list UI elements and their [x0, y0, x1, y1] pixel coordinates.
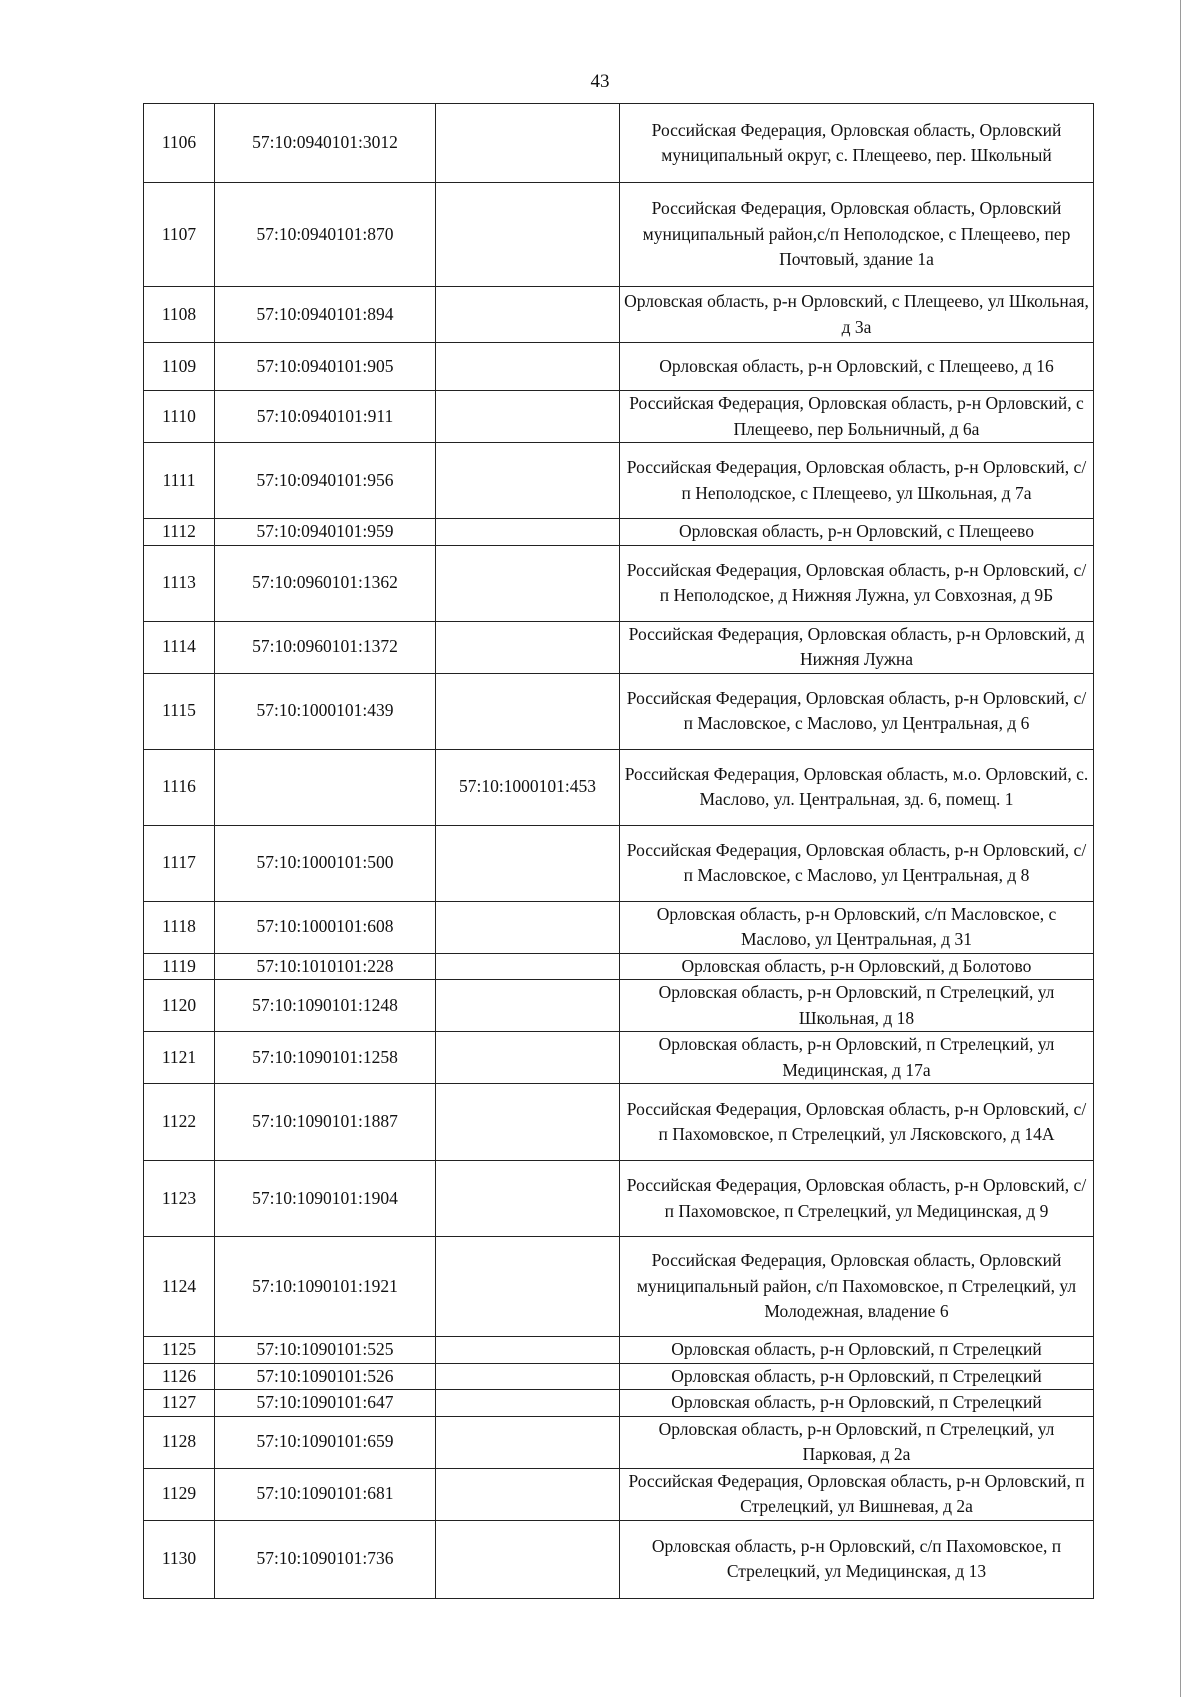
row-number: 1118 [144, 901, 215, 953]
cadastral-number: 57:10:1090101:647 [215, 1390, 436, 1417]
cadastral-number-alt [436, 673, 620, 749]
cadastral-number-alt [436, 825, 620, 901]
address: Орловская область, р-н Орловский, п Стрелецкий [620, 1390, 1094, 1417]
table-row [144, 621, 1094, 673]
cadastral-number: 57:10:0940101:956 [215, 443, 436, 519]
cadastral-number-alt [436, 1390, 620, 1417]
address: Российская Федерация, Орловская область, р-н Орловский, с/п Масловское, с Маслово, ул Центральная, д 8 [620, 825, 1094, 901]
table-row [144, 749, 1094, 825]
table-row [144, 953, 1094, 980]
row-number: 1127 [144, 1390, 215, 1417]
cadastral-number-alt [436, 1363, 620, 1390]
cadastral-number-alt [436, 287, 620, 343]
row-number: 1107 [144, 183, 215, 287]
cadastral-number-alt [436, 1084, 620, 1161]
row-number: 1113 [144, 545, 215, 621]
cadastral-number: 57:10:1010101:228 [215, 953, 436, 980]
cadastral-number-alt [436, 901, 620, 953]
cadastral-number: 57:10:0960101:1362 [215, 545, 436, 621]
cadastral-number: 57:10:1000101:500 [215, 825, 436, 901]
cadastral-number-alt [436, 1237, 620, 1337]
cadastral-number-alt [436, 1032, 620, 1084]
cadastral-number: 57:10:0940101:894 [215, 287, 436, 343]
table-row [144, 443, 1094, 519]
table-row [144, 1084, 1094, 1161]
row-number: 1119 [144, 953, 215, 980]
row-number: 1112 [144, 519, 215, 546]
address: Российская Федерация, Орловская область, р-н Орловский, с/п Пахомовское, п Стрелецкий, ул Лясковского, д 14А [620, 1084, 1094, 1161]
address: Российская Федерация, Орловская область, р-н Орловский, с Плещеево, пер Больничный, д 6а [620, 391, 1094, 443]
address: Орловская область, р-н Орловский, п Стрелецкий, ул Парковая, д 2а [620, 1416, 1094, 1468]
cadastral-number: 57:10:0940101:870 [215, 183, 436, 287]
cadastral-number-alt [436, 104, 620, 183]
cadastral-number: 57:10:1090101:659 [215, 1416, 436, 1468]
row-number: 1110 [144, 391, 215, 443]
row-number: 1106 [144, 104, 215, 183]
table-row [144, 901, 1094, 953]
cadastral-number: 57:10:1090101:526 [215, 1363, 436, 1390]
table-row [144, 519, 1094, 546]
cadastral-number-alt: 57:10:1000101:453 [436, 749, 620, 825]
row-number: 1128 [144, 1416, 215, 1468]
cadastral-number: 57:10:0940101:3012 [215, 104, 436, 183]
table-row [144, 1237, 1094, 1337]
row-number: 1120 [144, 980, 215, 1032]
table-row [144, 1032, 1094, 1084]
table-row [144, 287, 1094, 343]
table-row [144, 545, 1094, 621]
row-number: 1111 [144, 443, 215, 519]
row-number: 1115 [144, 673, 215, 749]
cadastral-number-alt [436, 519, 620, 546]
row-number: 1130 [144, 1520, 215, 1598]
cadastral-number: 57:10:1090101:525 [215, 1337, 436, 1364]
cadastral-number: 57:10:1090101:1887 [215, 1084, 436, 1161]
table-row [144, 343, 1094, 391]
cadastral-number: 57:10:0940101:911 [215, 391, 436, 443]
address: Российская Федерация, Орловская область, р-н Орловский, с/п Неполодское, д Нижняя Лужна, ул Совхозная, д 9Б [620, 545, 1094, 621]
row-number: 1117 [144, 825, 215, 901]
row-number: 1116 [144, 749, 215, 825]
address: Российская Федерация, Орловская область, р-н Орловский, д Нижняя Лужна [620, 621, 1094, 673]
table-row [144, 104, 1094, 183]
registry-table [143, 103, 1094, 1599]
row-number: 1122 [144, 1084, 215, 1161]
row-number: 1129 [144, 1468, 215, 1520]
cadastral-number-alt [436, 1468, 620, 1520]
table-row [144, 1520, 1094, 1598]
cadastral-number-alt [436, 443, 620, 519]
cadastral-number: 57:10:1090101:1248 [215, 980, 436, 1032]
table-row [144, 673, 1094, 749]
row-number: 1109 [144, 343, 215, 391]
table-row [144, 825, 1094, 901]
cadastral-number [215, 749, 436, 825]
table-row [144, 1337, 1094, 1364]
address: Орловская область, р-н Орловский, д Болотово [620, 953, 1094, 980]
address: Орловская область, р-н Орловский, с/п Пахомовское, п Стрелецкий, ул Медицинская, д 13 [620, 1520, 1094, 1598]
row-number: 1124 [144, 1237, 215, 1337]
cadastral-number: 57:10:1000101:439 [215, 673, 436, 749]
address: Орловская область, р-н Орловский, с Плещеево, ул Школьная, д 3а [620, 287, 1094, 343]
cadastral-number: 57:10:0960101:1372 [215, 621, 436, 673]
table-row [144, 1390, 1094, 1417]
table-row [144, 980, 1094, 1032]
address: Орловская область, р-н Орловский, п Стрелецкий, ул Медицинская, д 17а [620, 1032, 1094, 1084]
table-row [144, 1416, 1094, 1468]
address: Орловская область, р-н Орловский, п Стрелецкий [620, 1337, 1094, 1364]
address: Российская Федерация, Орловская область, м.о. Орловский, с. Маслово, ул. Центральная, зд. 6, помещ. 1 [620, 749, 1094, 825]
cadastral-number-alt [436, 980, 620, 1032]
cadastral-number-alt [436, 1161, 620, 1237]
cadastral-number-alt [436, 545, 620, 621]
row-number: 1125 [144, 1337, 215, 1364]
address: Орловская область, р-н Орловский, с/п Масловское, с Маслово, ул Центральная, д 31 [620, 901, 1094, 953]
cadastral-number: 57:10:1090101:1258 [215, 1032, 436, 1084]
table-row [144, 1161, 1094, 1237]
address: Орловская область, р-н Орловский, п Стрелецкий, ул Школьная, д 18 [620, 980, 1094, 1032]
table-row [144, 391, 1094, 443]
address: Российская Федерация, Орловская область, Орловский муниципальный район, с/п Пахомовское, п Стрелецкий, ул Молодежная, владение 6 [620, 1237, 1094, 1337]
cadastral-number: 57:10:1090101:681 [215, 1468, 436, 1520]
cadastral-number-alt [436, 391, 620, 443]
cadastral-number: 57:10:0940101:905 [215, 343, 436, 391]
cadastral-number: 57:10:1090101:1921 [215, 1237, 436, 1337]
table-row [144, 183, 1094, 287]
cadastral-number-alt [436, 343, 620, 391]
cadastral-number-alt [436, 183, 620, 287]
row-number: 1126 [144, 1363, 215, 1390]
cadastral-number: 57:10:1090101:736 [215, 1520, 436, 1598]
address: Российская Федерация, Орловская область, р-н Орловский, п Стрелецкий, ул Вишневая, д 2а [620, 1468, 1094, 1520]
table-row [144, 1363, 1094, 1390]
cadastral-number-alt [436, 1520, 620, 1598]
cadastral-number-alt [436, 1337, 620, 1364]
row-number: 1114 [144, 621, 215, 673]
table-row [144, 1468, 1094, 1520]
address: Российская Федерация, Орловская область, Орловский муниципальный округ, с. Плещеево, пер. Школьный [620, 104, 1094, 183]
address: Орловская область, р-н Орловский, с Плещеево, д 16 [620, 343, 1094, 391]
address: Орловская область, р-н Орловский, п Стрелецкий [620, 1363, 1094, 1390]
address: Российская Федерация, Орловская область, р-н Орловский, с/п Пахомовское, п Стрелецкий, ул Медицинская, д 9 [620, 1161, 1094, 1237]
page-number: 43 [590, 71, 610, 92]
address: Орловская область, р-н Орловский, с Плещеево [620, 519, 1094, 546]
address: Российская Федерация, Орловская область, Орловский муниципальный район,с/п Неполодское, с Плещеево, пер Почтовый, здание 1а [620, 183, 1094, 287]
cadastral-number-alt [436, 953, 620, 980]
page-edge-line [1180, 0, 1181, 1697]
cadastral-number: 57:10:1000101:608 [215, 901, 436, 953]
row-number: 1121 [144, 1032, 215, 1084]
row-number: 1108 [144, 287, 215, 343]
address: Российская Федерация, Орловская область, р-н Орловский, с/п Масловское, с Маслово, ул Центральная, д 6 [620, 673, 1094, 749]
row-number: 1123 [144, 1161, 215, 1237]
cadastral-number: 57:10:1090101:1904 [215, 1161, 436, 1237]
address: Российская Федерация, Орловская область, р-н Орловский, с/п Неполодское, с Плещеево, ул Школьная, д 7а [620, 443, 1094, 519]
cadastral-number-alt [436, 621, 620, 673]
cadastral-number-alt [436, 1416, 620, 1468]
cadastral-number: 57:10:0940101:959 [215, 519, 436, 546]
